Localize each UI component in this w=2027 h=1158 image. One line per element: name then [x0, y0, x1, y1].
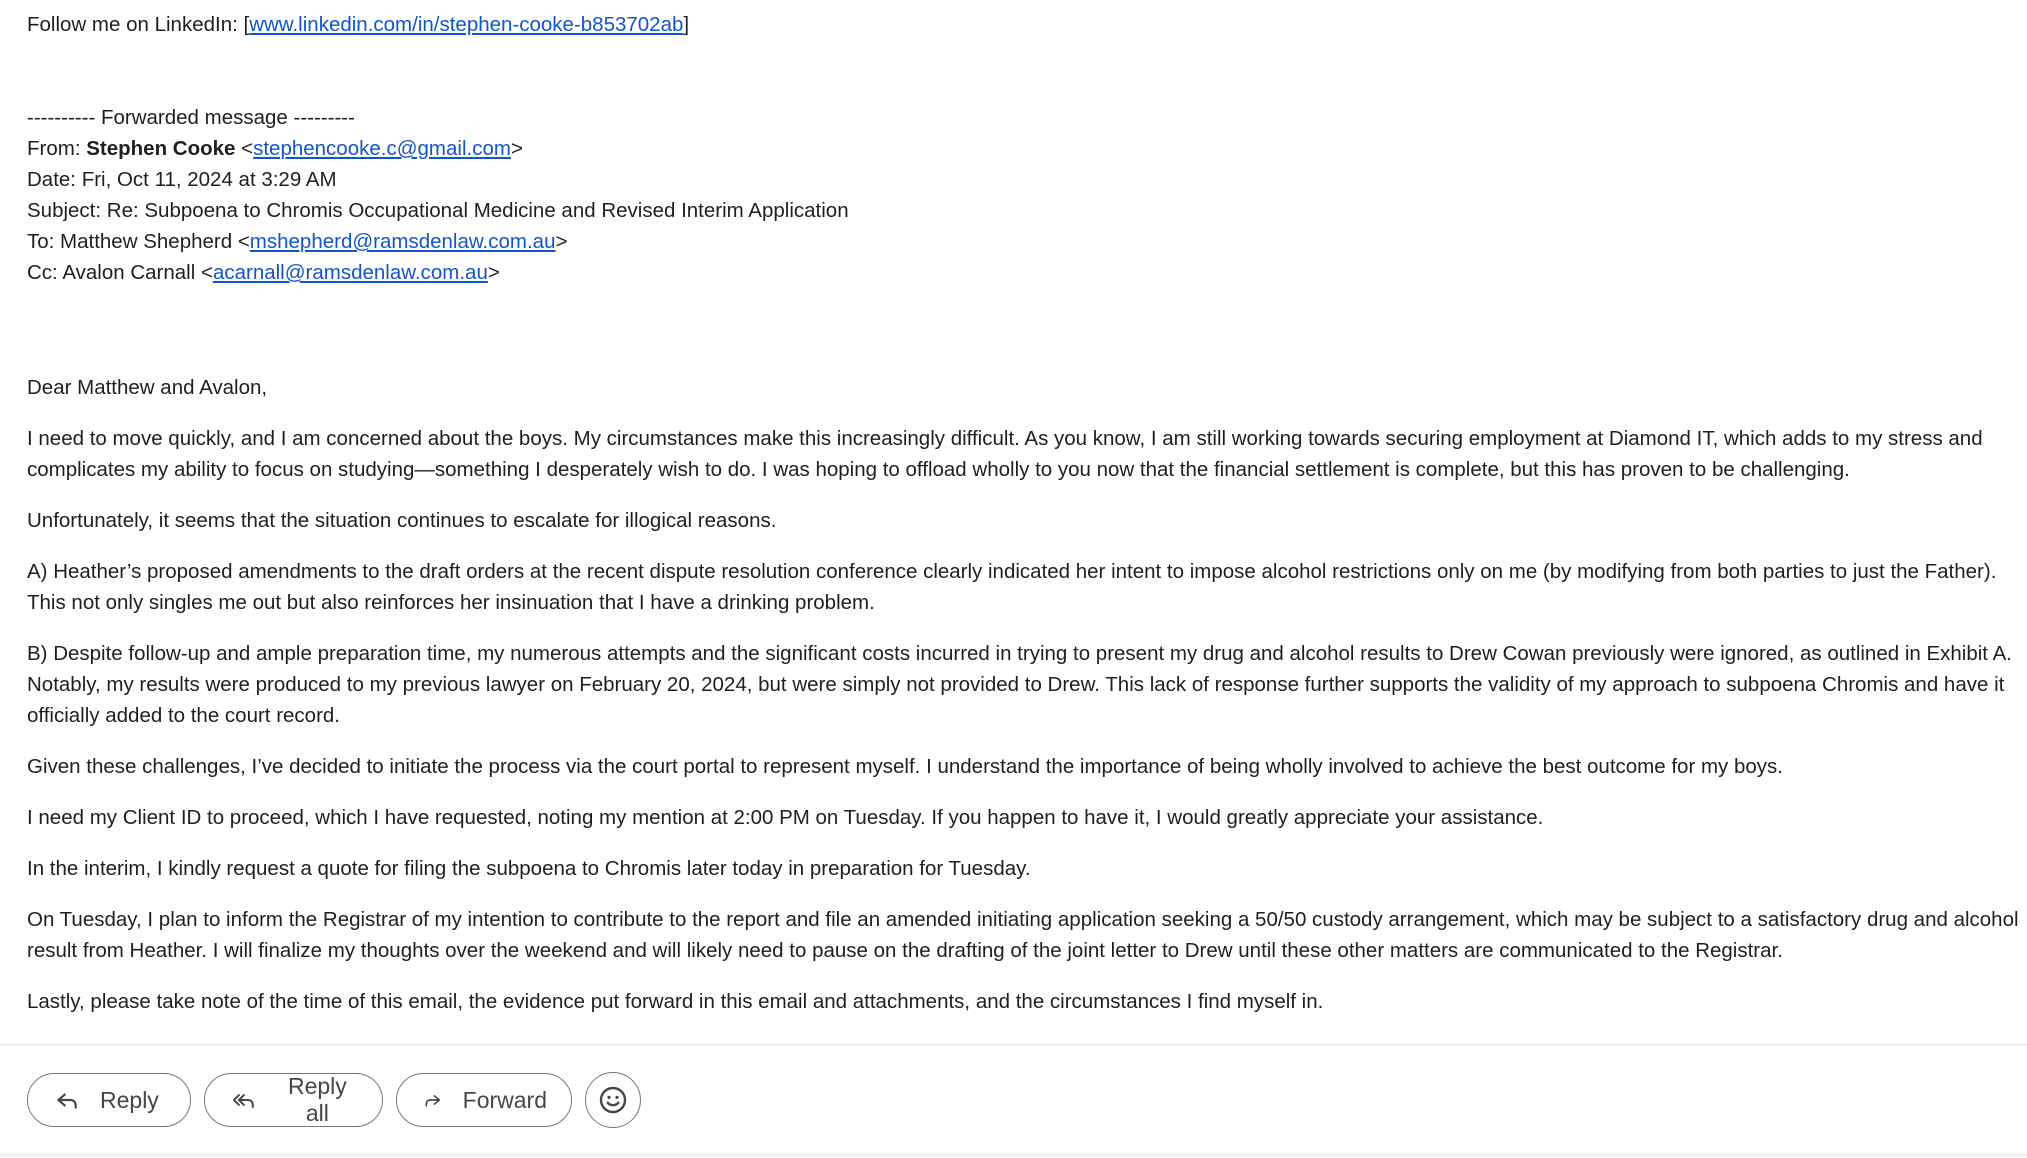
reply-label: Reply	[100, 1086, 159, 1113]
body-paragraph: Given these challenges, I’ve decided to initiate the process via the court portal to represent myself. I understand the importance of being wholly involved to achieve the best outcome for my boys.	[27, 755, 1783, 778]
emoji-reaction-button[interactable]	[585, 1072, 641, 1128]
greeting: Dear Matthew and Avalon,	[27, 376, 268, 399]
body-paragraph: A) Heather’s proposed amendments to the draft orders at the recent dispute resolution conference clearly indicated her intent to impose alcohol restrictions only on me (by modifying from both parties to just the Father). This not only singles me out but also reinforces her insinuation that I have a drinking problem.	[27, 560, 1997, 614]
linkedin-line	[27, 9, 2019, 40]
body-paragraph: On Tuesday, I plan to inform the Registrar of my intention to contribute to the report and file an amended initiating application seeking a 50/50 custody arrangement, which may be subject to a satisfactory drug and alcohol result from Heather. I will finalize my thoughts over the weekend and will likely need to pause on the drafting of the joint letter to Drew until these other matters are communicated to the Registrar.	[27, 908, 2019, 962]
body-paragraph: Lastly, please take note of the time of this email, the evidence put forward in this email and attachments, and the circumstances I find myself in.	[27, 990, 1324, 1013]
forwarded-cc	[27, 257, 2019, 288]
reply-button[interactable]	[27, 1073, 191, 1127]
cc-gt: >	[487, 261, 500, 284]
forward-label: Forward	[462, 1086, 547, 1113]
body-paragraph: In the interim, I kindly request a quote for filing the subpoena to Chromis later today in preparation for Tuesday.	[27, 857, 1031, 880]
reply-actions	[27, 1072, 641, 1128]
to-prefix: To: Matthew Shepherd <	[27, 230, 250, 253]
to-email-link[interactable]: mshepherd@ramsdenlaw.com.au	[249, 230, 556, 253]
forwarded-to	[27, 226, 2019, 257]
from-lt: <	[235, 137, 254, 160]
forward-icon	[423, 1087, 443, 1113]
body-paragraph: B) Despite follow-up and ample preparation time, my numerous attempts and the significant costs incurred in trying to present my drug and alcohol results to Drew Cowan previously were ignored, as outlined in Exhibit A. Notably, my results were produced to my previous lawyer on February 20, 2024, but were simply not provided to Drew. This lack of response further supports the validity of my approach to subpoena Chromis and have it officially added to the court record.	[27, 642, 2012, 727]
emoji-icon	[597, 1084, 629, 1116]
forwarded-subject: Subject: Re: Subpoena to Chromis Occupational Medicine and Revised Interim Application	[27, 199, 849, 222]
forwarded-from	[27, 133, 2019, 164]
email-body	[27, 9, 2019, 1017]
forwarded-header	[27, 102, 2019, 288]
from-gt: >	[510, 137, 523, 160]
to-gt: >	[555, 230, 568, 253]
body-paragraph: I need to move quickly, and I am concerned about the boys. My circumstances make this increasingly difficult. As you know, I am still working towards securing employment at Diamond IT, which adds to my stress and complicates my ability to focus on studying—something I desperately wish to do. I was hoping to offload wholly to you now that the financial settlement is complete, but this has proven to be challenging.	[27, 427, 1983, 481]
linkedin-link[interactable]: www.linkedin.com/in/stephen-cooke-b853702ab	[249, 13, 684, 36]
forwarded-date: Date: Fri, Oct 11, 2024 at 3:29 AM	[27, 168, 337, 191]
from-label: From:	[27, 137, 87, 160]
cc-prefix: Cc: Avalon Carnall <	[27, 261, 213, 284]
body-paragraph: I need my Client ID to proceed, which I have requested, noting my mention at 2:00 PM on Tuesday. If you happen to have it, I would greatly appreciate your assistance.	[27, 806, 1544, 829]
reply-all-icon	[231, 1087, 257, 1113]
body-paragraph: Unfortunately, it seems that the situation continues to escalate for illogical reasons.	[27, 509, 777, 532]
linkedin-suffix: ]	[683, 13, 690, 36]
cc-email-link[interactable]: acarnall@ramsdenlaw.com.au	[212, 261, 488, 284]
linkedin-prefix: Follow me on LinkedIn: [	[27, 13, 250, 36]
reply-all-button[interactable]	[204, 1073, 383, 1127]
reply-icon	[54, 1087, 80, 1113]
forward-button[interactable]	[396, 1073, 572, 1127]
reply-all-label: Reply all	[287, 1073, 347, 1126]
from-name: Stephen Cooke	[86, 137, 236, 160]
bottom-edge	[0, 1153, 2027, 1157]
from-email-link[interactable]: stephencooke.c@gmail.com	[253, 137, 511, 160]
forwarded-title: ---------- Forwarded message ---------	[27, 106, 355, 129]
